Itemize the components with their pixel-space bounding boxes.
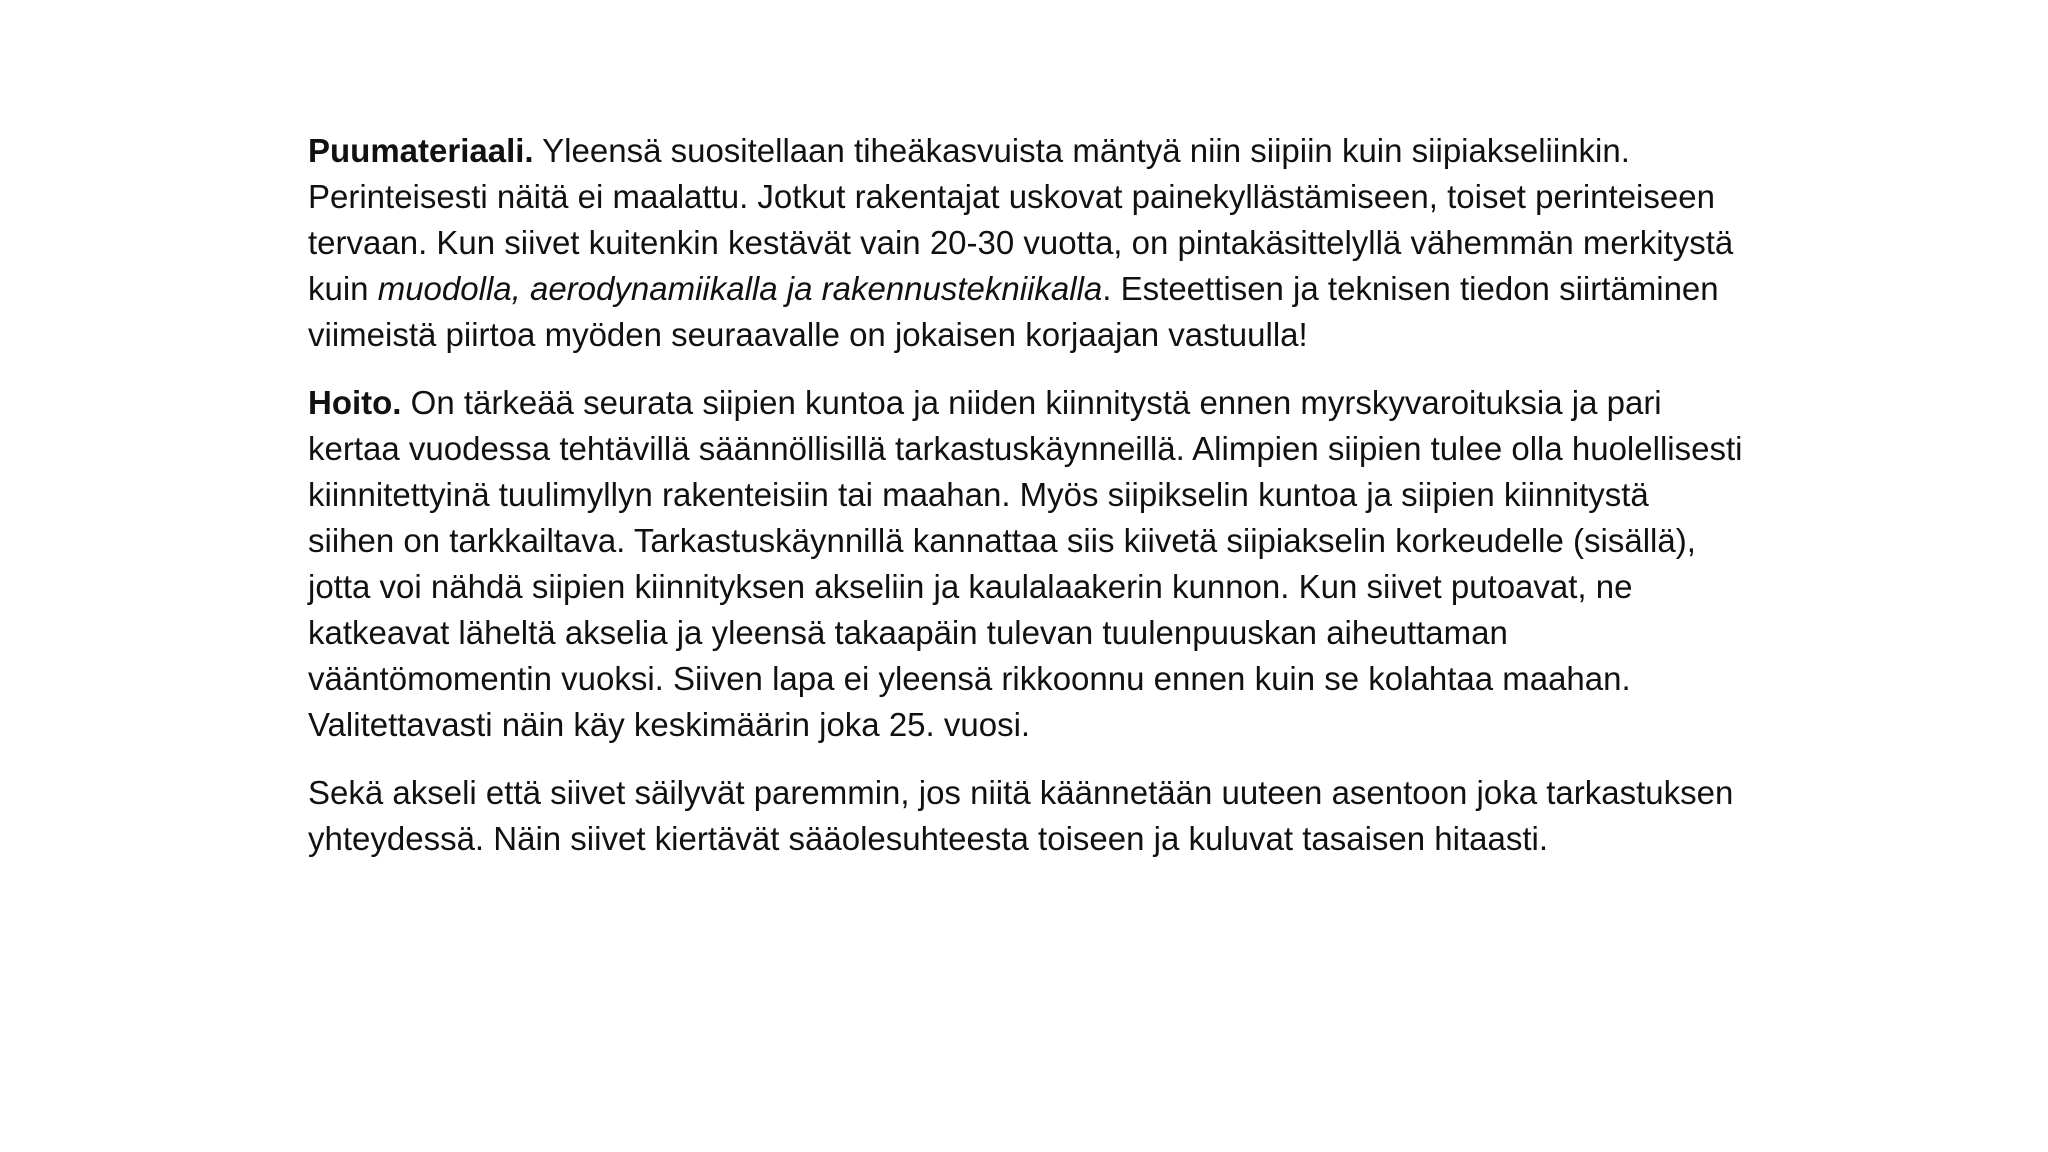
text-line: Valitettavasti näin käy keskimäärin joka 25. vuosi. (308, 706, 1031, 743)
italic-emphasis: muodolla, aerodynamiikalla ja rakennustekniikalla (377, 270, 1103, 307)
text-line: tervaan. Kun siivet kuitenkin kestävät vain 20-30 vuotta, on pintakäsittelyllä vähemmän merkitystä (308, 224, 1734, 261)
text-line: viimeistä piirtoa myöden seuraavalle on jokaisen korjaajan vastuulla! (308, 316, 1308, 353)
text-line: vääntömomentin vuoksi. Siiven lapa ei yleensä rikkoonnu ennen kuin se kolahtaa maahan. (308, 660, 1631, 697)
text-line: kiinnitettyinä tuulimyllyn rakenteisiin tai maahan. Myös siipikselin kuntoa ja siipien kiinnitystä (308, 476, 1649, 513)
text-line: kertaa vuodessa tehtävillä säännöllisillä tarkastuskäynneillä. Alimpien siipien tulee olla huolellisesti (308, 430, 1743, 467)
text-line: Hoito. On tärkeää seurata siipien kuntoa ja niiden kiinnitystä ennen myrskyvaroituksia ja pari (308, 384, 1662, 421)
text-line: Sekä akseli että siivet säilyvät paremmin, jos niitä käännetään uuteen asentoon joka tarkastuksen (308, 774, 1734, 811)
paragraph-hoito (308, 380, 1908, 748)
text-line: yhteydessä. Näin siivet kiertävät sääolesuhteesta toiseen ja kuluvat tasaisen hitaasti. (308, 820, 1549, 857)
text-line: kuin muodolla, aerodynamiikalla ja rakennustekniikalla. Esteettisen ja teknisen tiedon siirtäminen (308, 270, 1719, 307)
text-line: jotta voi nähdä siipien kiinnityksen akseliin ja kaulalaakerin kunnon. Kun siivet putoavat, ne (308, 568, 1633, 605)
text-line: Perinteisesti näitä ei maalattu. Jotkut rakentajat uskovat painekyllästämiseen, toiset perinteiseen (308, 178, 1715, 215)
text-line: Puumateriaali. Yleensä suositellaan tiheäkasvuista mäntyä niin siipiin kuin siipiakseliinkin. (308, 132, 1630, 169)
heading-puumateriaali: Puumateriaali. (308, 132, 534, 169)
paragraph-puumateriaali (308, 128, 1908, 358)
text-line: katkeavat läheltä akselia ja yleensä takaapäin tulevan tuulenpuuskan aiheuttaman (308, 614, 1508, 651)
slide-text-body (308, 128, 1908, 884)
paragraph-kaantaminen (308, 770, 1908, 862)
heading-hoito: Hoito. (308, 384, 402, 421)
text-line: siihen on tarkkailtava. Tarkastuskäynnillä kannattaa siis kiivetä siipiakselin korkeudelle (sisällä), (308, 522, 1696, 559)
